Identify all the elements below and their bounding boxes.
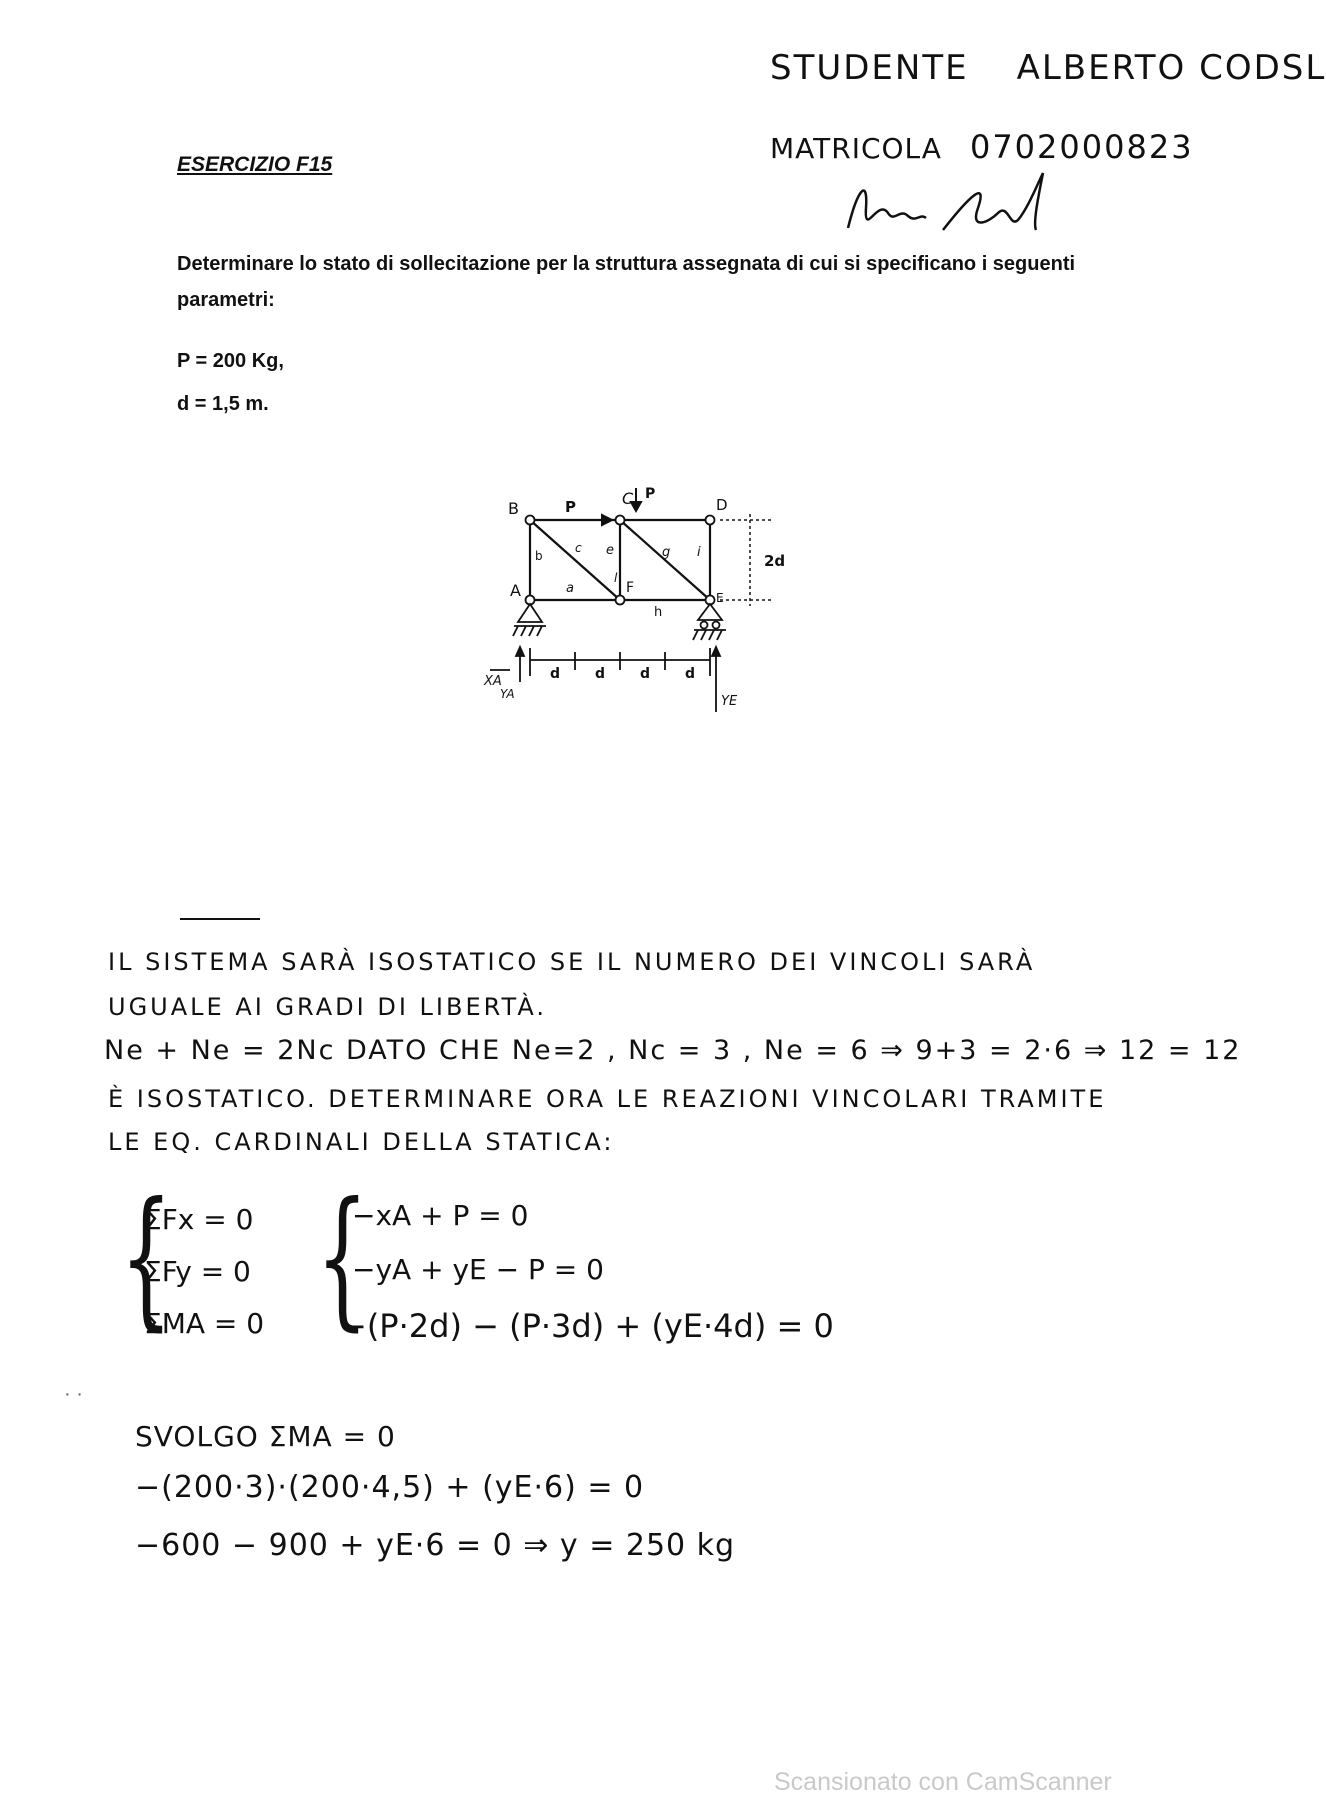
equation-right: −xA + P = 0 [352, 1199, 529, 1232]
reaction-label: XA [484, 674, 502, 689]
node-label: F [626, 580, 635, 596]
left-brace: { [120, 1171, 173, 1345]
margin-mark: · · [64, 1383, 83, 1405]
equation-left: ΣFx = 0 [144, 1203, 254, 1236]
student-line [770, 48, 1326, 88]
matricola-label: MATRICOLA [770, 132, 942, 165]
truss-diagram [480, 480, 820, 730]
member-label: g [662, 545, 671, 560]
load-label-horizontal: P [565, 498, 576, 516]
equation-left: ΣMA = 0 [144, 1307, 265, 1340]
load-arrow-horizontal [562, 515, 612, 525]
load-label-vertical: P [645, 486, 656, 502]
span-label: d [640, 666, 651, 682]
calculation-line: SVOLGO ΣMA = 0 [135, 1420, 396, 1453]
member-label: l [614, 571, 618, 585]
studente-label: STUDENTE [770, 48, 969, 88]
matricola-number: 0702000823 [969, 128, 1194, 166]
student-name: ALBERTO CODSL [1016, 48, 1326, 88]
exercise-title: ESERCIZIO F15 [177, 153, 333, 176]
handwritten-line: È ISOSTATICO. DETERMINARE ORA LE REAZIONI VINCOLARI TRAMITE [108, 1085, 1107, 1113]
node-d [706, 516, 715, 525]
roller-support-e [693, 604, 726, 640]
handwritten-line: LE EQ. CARDINALI DELLA STATICA: [108, 1128, 615, 1156]
handwritten-line: IL SISTEMA SARÀ ISOSTATICO SE IL NUMERO DEI VINCOLI SARÀ [108, 948, 1036, 976]
span-label: d [685, 666, 696, 682]
member-label: e [606, 543, 614, 558]
node-label: E [716, 591, 724, 605]
node-label: B [508, 499, 519, 518]
truss-members [530, 520, 710, 600]
parameter-p: P = 200 Kg, [177, 350, 284, 372]
node-b [526, 516, 535, 525]
handwritten-line: Ne + Ne = 2Nc DATO CHE Ne=2 , Nc = 3 , Ne = 6 ⇒ 9+3 = 2·6 ⇒ 12 = 12 [104, 1035, 1242, 1066]
equation-right: −yA + yE − P = 0 [352, 1253, 604, 1286]
member-label: a [566, 581, 574, 596]
reaction-label: YE [721, 694, 738, 709]
node-f [616, 596, 625, 605]
handwritten-line: UGUALE AI GRADI DI LIBERTÀ. [108, 993, 547, 1021]
member-bf [530, 520, 620, 600]
node-label: D [716, 496, 728, 514]
parameter-d: d = 1,5 m. [177, 393, 269, 415]
matricola-line [770, 128, 1194, 166]
member-label: i [697, 545, 701, 560]
calculation-line: −600 − 900 + yE·6 = 0 ⇒ y = 250 kg [135, 1528, 736, 1563]
divider-rule [180, 918, 260, 920]
equation-left: ΣFy = 0 [144, 1255, 251, 1288]
member-label: b [535, 549, 543, 563]
calculation-line: −(200·3)·(200·4,5) + (yE·6) = 0 [135, 1470, 645, 1505]
pin-support-a [513, 604, 546, 636]
span-label: d [550, 666, 561, 682]
signature [838, 168, 1058, 248]
member-label: h [654, 605, 663, 620]
equation-right: −(P·2d) − (P·3d) + (yE·4d) = 0 [340, 1307, 834, 1345]
reaction-label: YA [500, 687, 515, 701]
right-brace: { [316, 1171, 369, 1345]
member-label: c [575, 541, 582, 555]
node-c [616, 516, 625, 525]
node-label: C [622, 489, 634, 508]
height-label: 2d [764, 552, 786, 570]
node-label: A [510, 581, 521, 600]
exercise-statement: Determinare lo stato di sollecitazione per la struttura assegnata di cui si specificano i seguenti parametri: [177, 253, 1076, 311]
scanner-watermark: Scansionato con CamScanner [774, 1768, 1112, 1796]
span-label: d [595, 666, 606, 682]
